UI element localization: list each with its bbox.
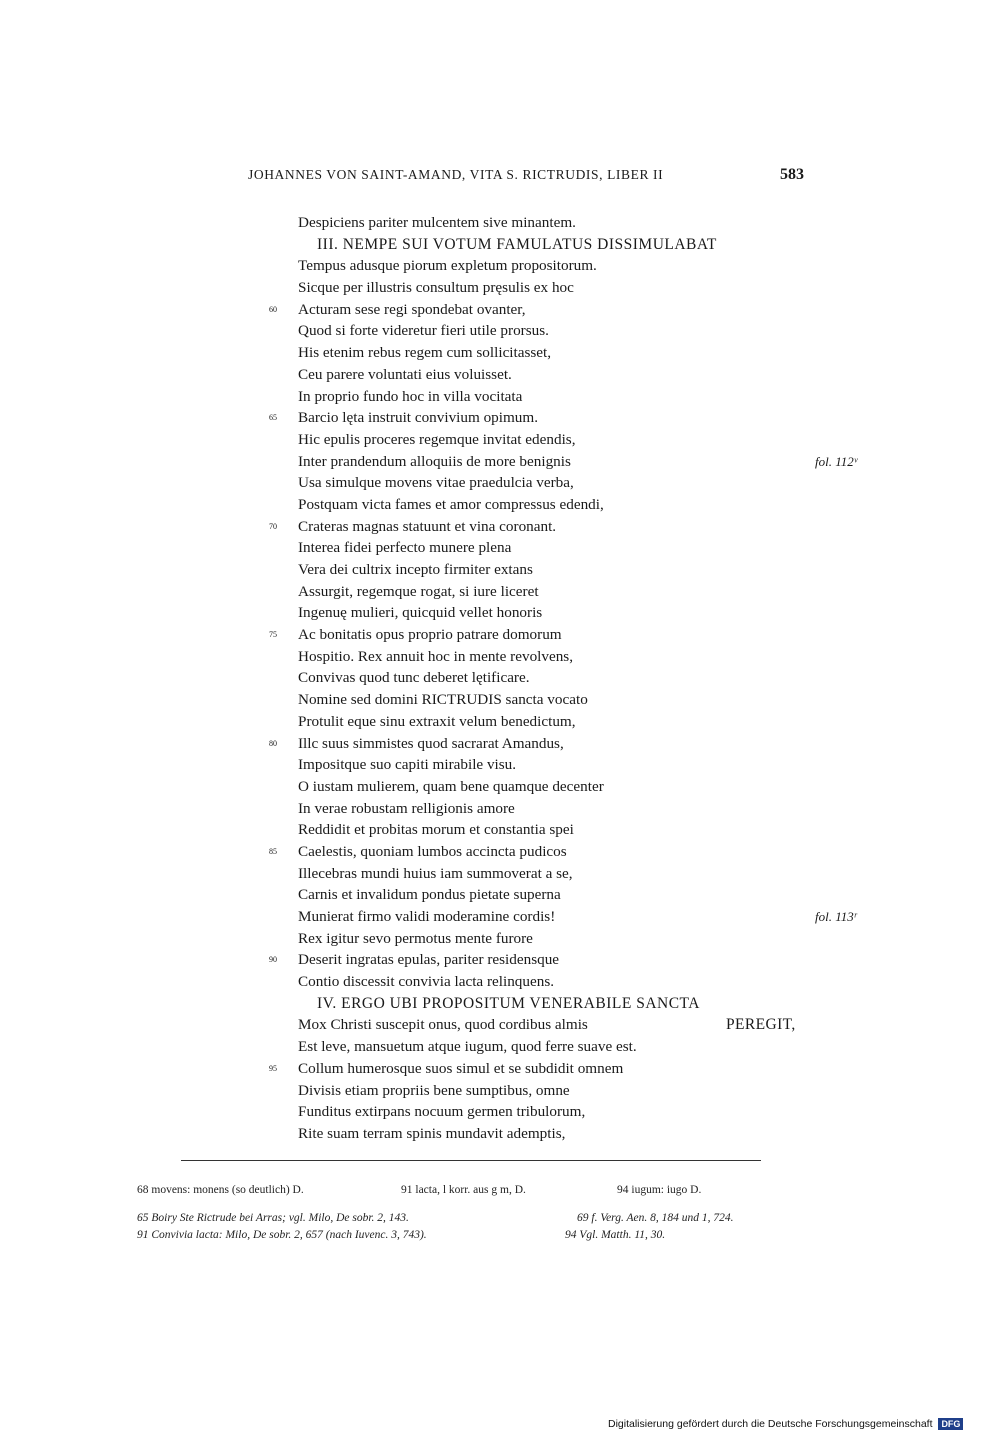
verse-text-line: Convivas quod tunc deberet lętificare. (298, 669, 530, 687)
verse-line (0, 624, 1000, 646)
verse-text-line: Illecebras mundi huius iam summoverat a se, (298, 864, 573, 882)
verse-line (0, 451, 1000, 473)
verse-text-line: Crateras magnas statuunt et vina coronant. (298, 517, 557, 535)
verse-line (0, 581, 1000, 603)
verse-text-line: Deserit ingratas epulas, pariter residensque (298, 951, 560, 969)
folio-marker: fol. 112ᵛ (815, 453, 858, 469)
verse-line (0, 1036, 1000, 1058)
verse-text-line: Interea fidei perfecto munere plena (298, 539, 512, 557)
verse-line (0, 949, 1000, 971)
verse-line (0, 364, 1000, 386)
verse-text-line: Collum humerosque suos simul et se subdidit omnem (298, 1059, 624, 1077)
verse-text-line: Illc suus simmistes quod sacrarat Amandus, (298, 734, 564, 752)
verse-text-line: Mox Christi suscepit onus, quod cordibus almis (298, 1016, 588, 1034)
verse-line (0, 320, 1000, 342)
verse-line (0, 537, 1000, 559)
verse-line (0, 906, 1000, 928)
source-note: 94 Vgl. Matth. 11, 30. (565, 1229, 666, 1241)
verse-text-line: Carnis et invalidum pondus pietate superna (298, 886, 561, 904)
verse-line (0, 386, 1000, 408)
verse-line (0, 1058, 1000, 1080)
line-number: 75 (269, 630, 277, 640)
footnote-rule (181, 1160, 761, 1161)
verse-text-line: Rite suam terram spinis mundavit ademptis, (298, 1124, 566, 1142)
verse-line (0, 602, 1000, 624)
verse-text-line: Postquam victa fames et amor compressus edendi, (298, 495, 604, 513)
verse-text-line: Quod si forte videretur fieri utile prorsus. (298, 322, 549, 340)
verse-line (0, 299, 1000, 321)
verse-text-line: Assurgit, regemque rogat, si iure liceret (298, 582, 539, 600)
verse-text-line: Divisis etiam propriis bene sumptibus, omne (298, 1081, 570, 1099)
verse-text-line: Despiciens pariter mulcentem sive minantem. (298, 214, 576, 231)
verse-line (0, 689, 1000, 711)
verse-line (0, 1014, 1000, 1036)
line-number: 85 (269, 846, 277, 856)
page-number: 583 (780, 166, 804, 183)
line-number: 60 (269, 304, 277, 314)
verse-line (0, 342, 1000, 364)
line-number: 95 (269, 1063, 277, 1073)
verse-line (0, 776, 1000, 798)
verse-line (0, 472, 1000, 494)
verse-text-line: Acturam sese regi spondebat ovanter, (298, 300, 526, 318)
verse-text-line: Caelestis, quoniam lumbos accincta pudicos (298, 842, 567, 860)
section-heading (0, 234, 1000, 256)
verse-text-line: Vera dei cultrix incepto firmiter extans (298, 561, 533, 578)
verse-line (0, 754, 1000, 776)
verse-line (0, 841, 1000, 863)
source-note: 65 Boiry Ste Rictrude bei Arras; vgl. Milo, De sobr. 2, 143. (137, 1212, 409, 1224)
apparatus-note: 94 iugum: iugo D. (617, 1184, 702, 1196)
apparatus-note: 91 lacta, l korr. aus g m, D. (401, 1184, 526, 1196)
verse-line (0, 407, 1000, 429)
verse-text-line: Barcio lęta instruit convivium opimum. (298, 409, 539, 427)
verse-line (0, 212, 1000, 234)
verse-text-line: III. NEMPE SUI VOTUM FAMULATUS DISSIMULABAT (317, 235, 717, 253)
verse-text-line: Ac bonitatis opus proprio patrare domorum (298, 626, 562, 644)
verse-line (0, 971, 1000, 993)
verse-text-line: Usa simulque movens vitae praedulcia verba, (298, 474, 574, 492)
section-heading (0, 993, 1000, 1015)
verse-text-line: Hospitio. Rex annuit hoc in mente revolvens, (298, 647, 574, 665)
dfg-credit (608, 1418, 963, 1430)
line-number: 70 (269, 521, 277, 531)
verse-line (0, 1101, 1000, 1123)
verse-line (0, 711, 1000, 733)
verse-text-line: IV. ERGO UBI PROPOSITUM VENERABILE SANCTA (317, 994, 700, 1012)
verse-line (0, 667, 1000, 689)
verse-line (0, 559, 1000, 581)
verse-line (0, 884, 1000, 906)
source-note: 69 f. Verg. Aen. 8, 184 und 1, 724. (577, 1212, 734, 1224)
source-note: 91 Convivia lacta: Milo, De sobr. 2, 657 (nach Iuvenc. 3, 743). (137, 1229, 427, 1241)
verse-text-line: Hic epulis proceres regemque invitat edendis, (298, 430, 576, 448)
dfg-logo: DFG (938, 1418, 963, 1430)
verse-line (0, 819, 1000, 841)
verse-text-line: In verae robustam relligionis amore (298, 799, 515, 817)
verse-text-line: His etenim rebus regem cum sollicitasset, (298, 344, 552, 362)
verse-text-line: Inter prandendum alloquiis de more benignis (298, 452, 571, 470)
credit-text: Digitalisierung gefördert durch die Deutsche Forschungsgemeinschaft (608, 1418, 933, 1430)
verse-text-line: In proprio fundo hoc in villa vocitata (298, 387, 523, 405)
verse-text-line: Sicque per illustris consultum pręsulis ex hoc (298, 279, 574, 297)
verse-line (0, 928, 1000, 950)
running-header (248, 167, 808, 189)
verse-text-line: Rex igitur sevo permotus mente furore (298, 929, 533, 947)
verse-line (0, 863, 1000, 885)
verse-text-line: Tempus adusque piorum expletum propositorum. (298, 257, 597, 275)
verse-line (0, 1080, 1000, 1102)
verse-text-line: Ceu parere voluntati eius voluisset. (298, 365, 512, 383)
verse-line (0, 516, 1000, 538)
verse-text-line: Munierat firmo validi moderamine cordis! (298, 908, 556, 925)
folio-marker: fol. 113ʳ (815, 909, 857, 924)
verse-text-line: Nomine sed domini RICTRUDIS sancta vocato (298, 691, 588, 709)
verse-text-line: Protulit eque sinu extraxit velum benedictum, (298, 712, 576, 730)
verse-text-line: Est leve, mansuetum atque iugum, quod ferre suave est. (298, 1038, 637, 1056)
verse-text-line: Contio discessit convivia lacta relinquens. (298, 973, 555, 991)
verse-text-line: Impositque suo capiti mirabile visu. (298, 756, 517, 774)
heading-continuation: PEREGIT, (726, 1016, 796, 1034)
verse-line (0, 1123, 1000, 1145)
verse-line (0, 646, 1000, 668)
apparatus-note: 68 movens: monens (so deutlich) D. (137, 1184, 304, 1196)
verse-line (0, 494, 1000, 516)
verse-text (0, 212, 1000, 1145)
verse-line (0, 733, 1000, 755)
verse-line (0, 255, 1000, 277)
line-number: 90 (269, 955, 277, 965)
line-number: 80 (269, 738, 277, 748)
verse-line (0, 429, 1000, 451)
verse-text-line: Reddidit et probitas morum et constantia spei (298, 821, 574, 839)
line-number: 65 (269, 413, 277, 423)
running-title: JOHANNES VON SAINT-AMAND, VITA S. RICTRUDIS, LIBER II (248, 167, 664, 182)
verse-text-line: O iustam mulierem, quam bene quamque decenter (298, 777, 604, 795)
verse-line (0, 798, 1000, 820)
verse-text-line: Ingenuę mulieri, quicquid vellet honoris (298, 604, 543, 622)
verse-text-line: Funditus extirpans nocuum germen tribulorum, (298, 1103, 586, 1121)
verse-line (0, 277, 1000, 299)
